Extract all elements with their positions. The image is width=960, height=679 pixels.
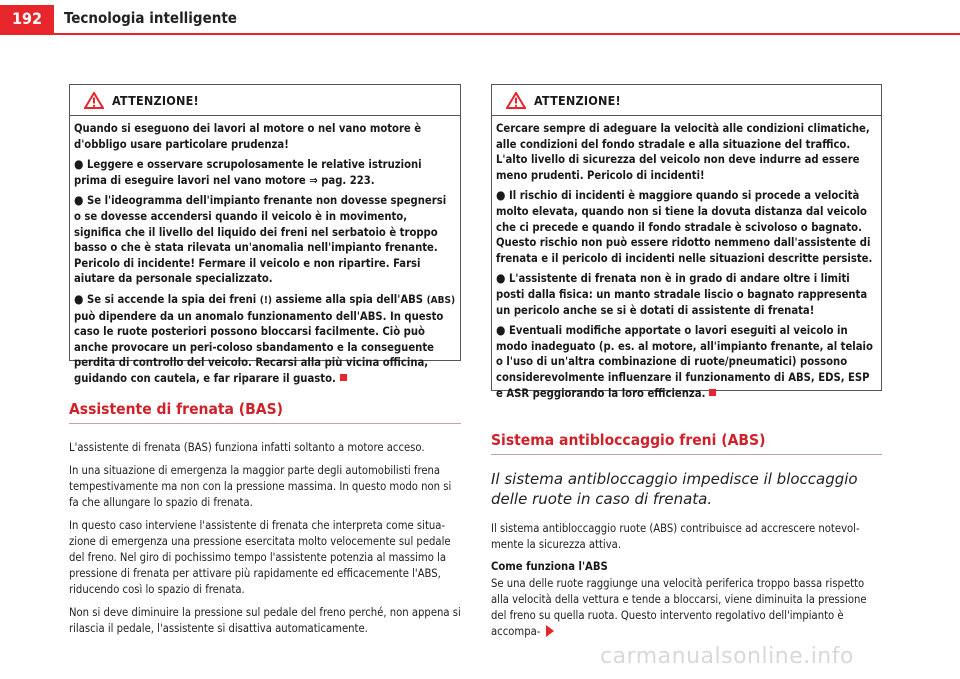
arrow-icon: ⇒ (309, 173, 318, 187)
warning-triangle-icon (84, 92, 104, 109)
warning-item: ● Se l'ideogramma dell'impianto frenante non dovesse spegnersi o se dovesse accendersi quando il veicolo è in movimento, significa che il livello del liquido dei freni nel serbatoio è troppo basso o che è stata rilevata un'anomalia nell'impianto frenante. Pericolo di incidente! Fermare il veicolo e non ripartire. Farsi aiutare da personale specializzato. (74, 193, 447, 286)
abs-section (491, 431, 882, 647)
warning-item: ● Eventuali modifiche apportate o lavori eseguiti al veicolo in modo inadeguato (p. es. al motore, all'impianto frenante, al telaio o l'uso di un'altra combinazione di ruote/pneumatici) possono considerevolmente influenzare il funzionamento di ABS, EDS, ESP e ASR peggiorando la loro efficienza. (496, 323, 873, 400)
paragraph: Non si deve diminuire la pressione sul pedale del freno perché, non appena si rilascia il pedale, l'assistente si disattiva automaticamente. (69, 606, 461, 635)
warning-item: ● Se si accende la spia dei freni (!) assieme alla spia dell'ABS (ABS) può dipendere da un anomalo funzionamento dell'ABS. In questo caso le ruote posteriori possono bloccarsi facilmente. Ciò può anche provocare un peri-coloso sbandamento e la conseguente perdita di controllo del veicolo. Recarsi alla più vicina officina, guidando con cautela, e far riparare il guasto. (74, 291, 456, 385)
abs-warning-icon: (ABS) (426, 294, 456, 306)
page-header (0, 0, 960, 40)
warning-title: ATTENZIONE! (534, 93, 621, 108)
warning-header (70, 85, 460, 116)
bullet-icon: ● (74, 193, 84, 208)
end-of-section-icon (709, 389, 716, 396)
warning-header (492, 85, 881, 116)
warning-item: ● Il rischio di incidenti è maggiore quando si procede a velocità molto elevata, quando non si tiene la dovuta distanza dal veicolo che ci precede e quando il fondo stradale è scivoloso o bagnato. Questo rischio non può essere ridotto nemmeno dall'assistente di frenata e il pericolo di incidenti nelle situazioni descritte persiste. (496, 188, 873, 265)
warning-body (70, 116, 460, 393)
section-title: Assistente di frenata (BAS) (69, 400, 461, 424)
warning-box-right (491, 84, 882, 400)
paragraph: Se una delle ruote raggiunge una velocità periferica troppo bassa rispetto alla velocità della vettura e tende a bloccarsi, viene diminuita la pressione del freno su quella ruota. Questo intervento regolativo dell'impianto è accompa- (491, 577, 867, 638)
bullet-icon: ● (74, 291, 84, 306)
chapter-title: Tecnologia intelligente (64, 9, 237, 27)
watermark: carmanualsonline.info (600, 644, 854, 669)
warning-title: ATTENZIONE! (112, 93, 199, 108)
continue-arrow-icon (546, 625, 554, 637)
warning-box-left (69, 84, 461, 385)
warning-intro: Quando si eseguono dei lavori al motore o nel vano motore è d'obbligo usare particolare prudenza! (74, 122, 422, 151)
section-lead: Il sistema antibloccaggio impedisce il bloccaggio delle ruote in caso di frenata. (491, 470, 858, 508)
subheading: Come funziona l'ABS (491, 560, 608, 573)
warning-triangle-icon (506, 92, 526, 109)
brake-warning-icon: (!) (259, 294, 273, 306)
warning-item: ● Leggere e osservare scrupolosamente le relative istruzioni prima di eseguire lavori nel vano motore ⇒ pag. 223. (74, 157, 422, 187)
warning-body (492, 116, 881, 407)
page-number: 192 (0, 5, 54, 33)
paragraph: L'assistente di frenata (BAS) funziona infatti soltanto a motore acceso. (69, 441, 425, 454)
end-of-section-icon (340, 374, 347, 381)
bullet-icon: ● (74, 157, 84, 172)
page-reference-link[interactable]: pag. 223 (321, 173, 371, 187)
paragraph: In questo caso interviene l'assistente di frenata che interpreta come situa-zione di emergenza una pressione esercitata molto velocemente sul pedale del freno. Nel giro di pochissimo tempo l'assistente potenzia al massimo la pressione di frenata per attivare più rapidamente ed efficacemente l'ABS, riducendo così lo spazio di frenata. (69, 519, 451, 596)
bas-section (69, 400, 461, 644)
paragraph: In una situazione di emergenza la maggior parte degli automobilisti frena tempestivamente ma non con la pressione massima. In questo modo non si fa che allungare lo spazio di frenata. (69, 464, 452, 509)
warning-intro: Cercare sempre di adeguare la velocità alle condizioni climatiche, alle condizioni del fondo stradale e alla situazione del traffico. L'alto livello di sicurezza del veicolo non deve indurre ad essere meno prudenti. Pericolo di incidenti! (496, 122, 870, 182)
bullet-icon: ● (496, 323, 506, 338)
warning-item: ● L'assistente di frenata non è in grado di andare oltre i limiti posti dalla fisica: un manto stradale liscio o bagnato rappresenta un pericolo anche se si è dotati di assistente di frenata! (496, 271, 868, 317)
bullet-icon: ● (496, 271, 506, 286)
paragraph: Il sistema antibloccaggio ruote (ABS) contribuisce ad accrescere notevol-mente la sicurezza attiva. (491, 522, 860, 551)
bullet-icon: ● (496, 188, 506, 203)
section-title: Sistema antibloccaggio freni (ABS) (491, 431, 882, 455)
header-divider (0, 33, 960, 35)
